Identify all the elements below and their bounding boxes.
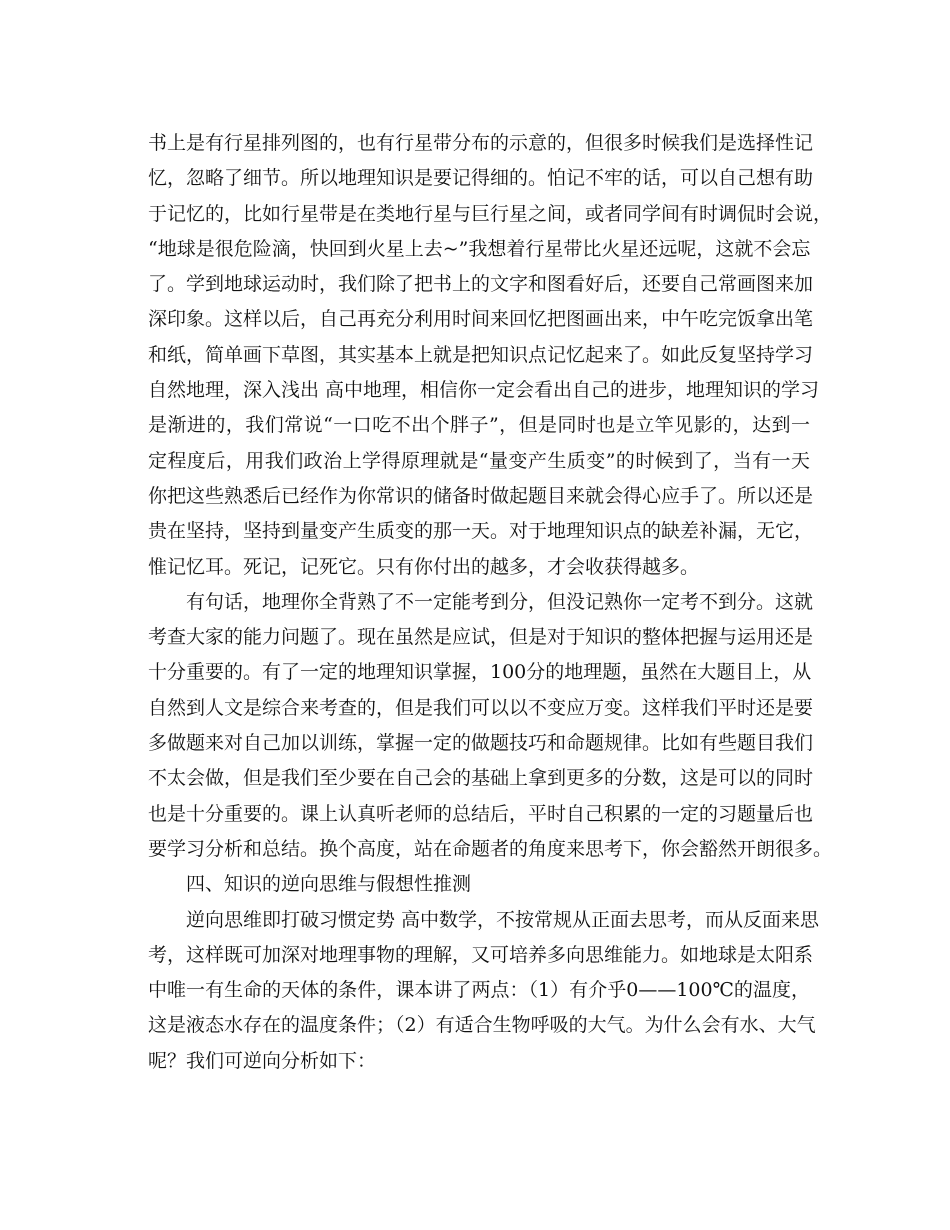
text-line: 是渐进的，我们常说“一口吃不出个胖子”，但是同时也是立竿见影的，达到一	[148, 414, 810, 437]
text-line: 了。学到地球运动时，我们除了把书上的文字和图看好后，还要自己常画图来加	[148, 273, 814, 296]
text-line: 自然到人文是综合来考查的，但是我们可以以不变应万变。这样我们平时还是要	[148, 696, 814, 719]
text-line: 定程度后，用我们政治上学得原理就是“量变产生质变”的时候到了，当有一天	[148, 449, 810, 472]
text-line: 忆，忽略了细节。所以地理知识是要记得细的。怕记不牢的话，可以自己想有助	[148, 167, 814, 190]
heading-text: 四、知识的逆向思维与假想性推测	[186, 873, 472, 896]
paragraph-2	[148, 585, 833, 867]
text-line: 多做题来对自己加以训练，掌握一定的做题技巧和命题规律。比如有些题目我们	[148, 732, 814, 755]
text-line: 这是液态水存在的温度条件；（2）有适合生物呼吸的大气。为什么会有水、大气	[148, 1014, 816, 1037]
text-line: 逆向思维即打破习惯定势 高中数学，不按常规从正面去思考，而从反面来思	[186, 908, 820, 931]
text-line: 深印象。这样以后，自己再充分利用时间来回忆把图画出来，中午吃完饭拿出笔	[148, 308, 814, 331]
text-line: 自然地理，深入浅出 高中地理，相信你一定会看出自己的进步，地理知识的学习	[148, 379, 820, 402]
text-line: 你把这些熟悉后已经作为你常识的储备时做起题目来就会得心应手了。所以还是	[148, 484, 814, 507]
text-line: 于记忆的，比如行星带是在类地行星与巨行星之间，或者同学间有时调侃时会说，	[148, 202, 833, 225]
text-line: 有句话，地理你全背熟了不一定能考到分，但没记熟你一定考不到分。这就	[186, 590, 814, 613]
paragraph-3	[148, 903, 820, 1079]
text-line: “地球是很危险滴，快回到火星上去~”我想着行星带比火星还远呢，这就不会忘	[148, 237, 811, 260]
text-line: 惟记忆耳。死记，记死它。只有你付出的越多，才会收获得越多。	[148, 555, 700, 578]
paragraph-1	[148, 126, 833, 585]
text-line: 也是十分重要的。课上认真听老师的总结后，平时自己积累的一定的习题量后也	[148, 802, 814, 825]
text-line: 十分重要的。有了一定的地理知识掌握，100分的地理题，虽然在大题目上，从	[148, 661, 812, 684]
text-line: 考，这样既可加深对地理事物的理解，又可培养多向思维能力。如地球是太阳系	[148, 943, 814, 966]
text-line: 中唯一有生命的天体的条件，课本讲了两点：（1）有介乎0——100℃的温度，	[148, 979, 810, 1002]
text-line: 要学习分析和总结。换个高度，站在命题者的角度来思考下，你会豁然开朗很多。	[148, 837, 833, 860]
text-line: 贵在坚持，坚持到量变产生质变的那一天。对于地理知识点的缺差补漏，无它，	[148, 520, 814, 543]
text-line: 书上是有行星排列图的，也有行星带分布的示意的，但很多时候我们是选择性记	[148, 132, 814, 154]
text-line: 考查大家的能力问题了。现在虽然是应试，但是对于知识的整体把握与运用还是	[148, 626, 814, 649]
text-line: 呢？我们可逆向分析如下：	[148, 1049, 377, 1072]
text-line: 和纸，简单画下草图，其实基本上就是把知识点记忆起来了。如此反复坚持学习	[148, 343, 814, 366]
text-line: 不太会做，但是我们至少要在自己会的基础上拿到更多的分数，这是可以的同时	[148, 767, 814, 790]
section-heading	[148, 867, 810, 902]
document-body	[148, 126, 833, 1079]
